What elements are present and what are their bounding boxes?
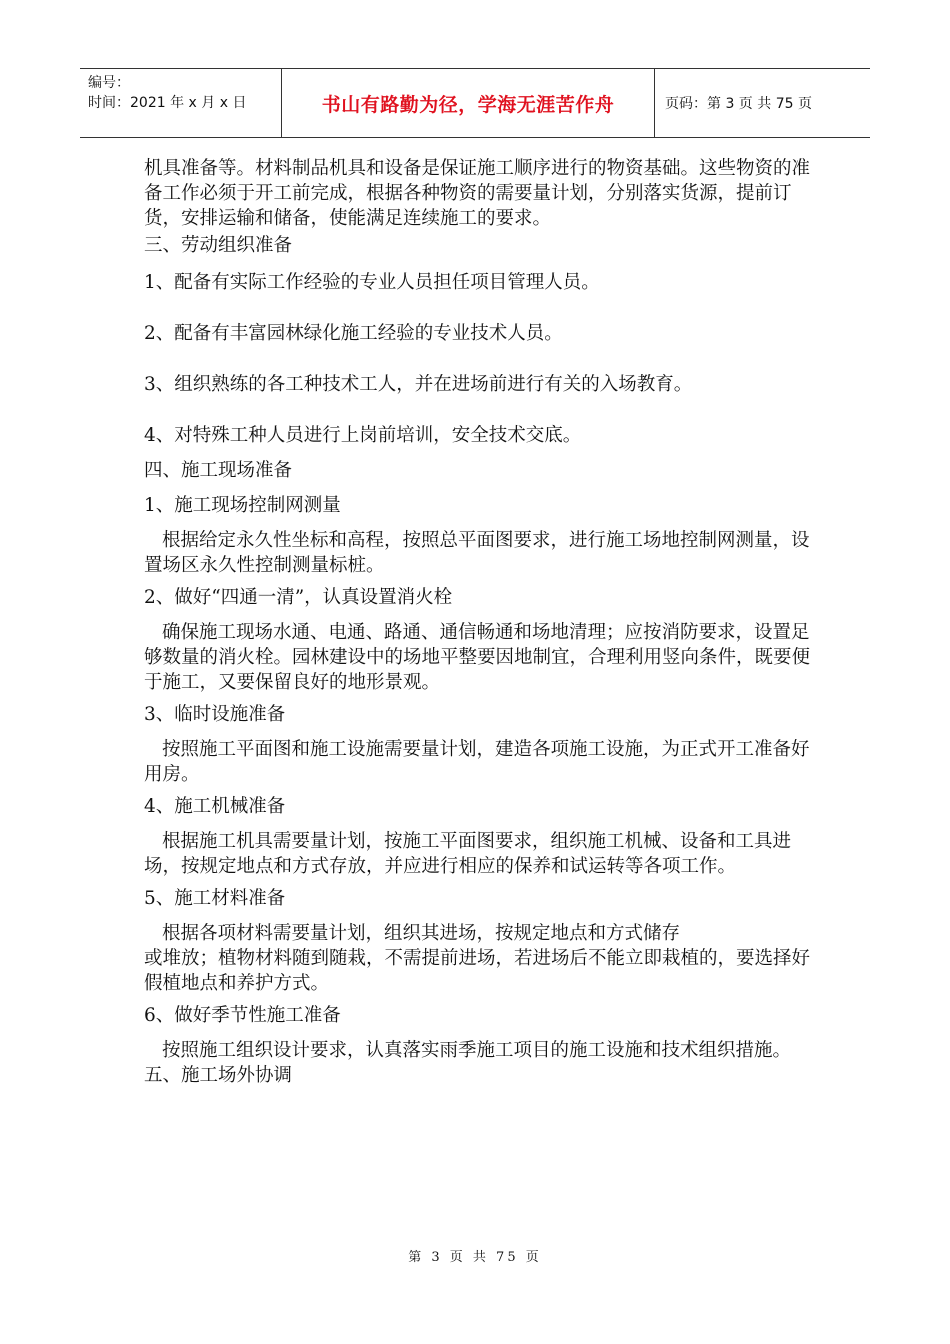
paragraph: 确保施工现场水通、电通、路通、通信畅通和场地清理；应按消防要求，设置足够数量的消火栓。园林建设中的场地平整要因地制宜，合理利用竖向条件，既要便于施工，又要保留良好的地形景观。 <box>144 622 811 693</box>
subsection-heading: 1、施工现场控制网测量 <box>144 495 341 516</box>
header-meta <box>80 69 282 137</box>
paragraph: 根据施工机具需要量计划，按施工平面图要求，组织施工机械、设备和工具进场，按规定地点和方式存放，并应进行相应的保养和试运转等各项工作。 <box>144 831 792 877</box>
header-page-info: 页码：第 3 页 共 75 页 <box>665 96 812 112</box>
subsection-heading: 6、做好季节性施工准备 <box>144 1005 341 1026</box>
section-heading: 五、施工场外协调 <box>144 1065 293 1086</box>
document-body <box>144 156 816 1088</box>
paragraph: 按照施工平面图和施工设施需要量计划，建造各项施工设施，为正式开工准备好用房。 <box>144 739 810 785</box>
paragraph: 机具准备等。材料制品机具和设备是保证施工顺序进行的物资基础。这些物资的准备工作必须于开工前完成，根据各种物资的需要量计划，分别落实货源，提前订货，安排运输和储备，使能满足连续施工的要求。 <box>144 158 811 229</box>
subsection-heading: 3、临时设施准备 <box>144 704 286 725</box>
header-slogan: 书山有路勤为径，学海无涯苦作舟 <box>282 69 655 137</box>
list-item: 2、配备有丰富园林绿化施工经验的专业技术人员。 <box>144 323 563 344</box>
page-header <box>80 68 870 138</box>
paragraph: 根据各项材料需要量计划，组织其进场，按规定地点和方式储存 <box>162 923 681 944</box>
document-number: 编号： <box>88 75 130 91</box>
list-item: 3、组织熟练的各工种技术工人，并在进场前进行有关的入场教育。 <box>144 374 693 395</box>
list-item: 1、配备有实际工作经验的专业人员担任项目管理人员。 <box>144 272 600 293</box>
section-heading: 四、施工现场准备 <box>144 460 293 481</box>
page-footer: 第 3 页 共 75 页 <box>408 1250 542 1265</box>
list-item: 4、对特殊工种人员进行上岗前培训，安全技术交底。 <box>144 425 582 446</box>
paragraph: 按照施工组织设计要求，认真落实雨季施工项目的施工设施和技术组织措施。 <box>162 1040 792 1061</box>
document-date: 时间：2021 年 x 月 x 日 <box>88 95 247 111</box>
paragraph: 或堆放；植物材料随到随栽，不需提前进场，若进场后不能立即栽植的，要选择好假植地点和养护方式。 <box>144 948 811 994</box>
subsection-heading: 5、施工材料准备 <box>144 888 286 909</box>
paragraph: 根据给定永久性坐标和高程，按照总平面图要求，进行施工场地控制网测量，设置场区永久性控制测量标桩。 <box>144 530 810 576</box>
section-heading: 三、劳动组织准备 <box>144 235 293 256</box>
subsection-heading: 2、做好“四通一清”，认真设置消火栓 <box>144 587 453 608</box>
subsection-heading: 4、施工机械准备 <box>144 796 286 817</box>
